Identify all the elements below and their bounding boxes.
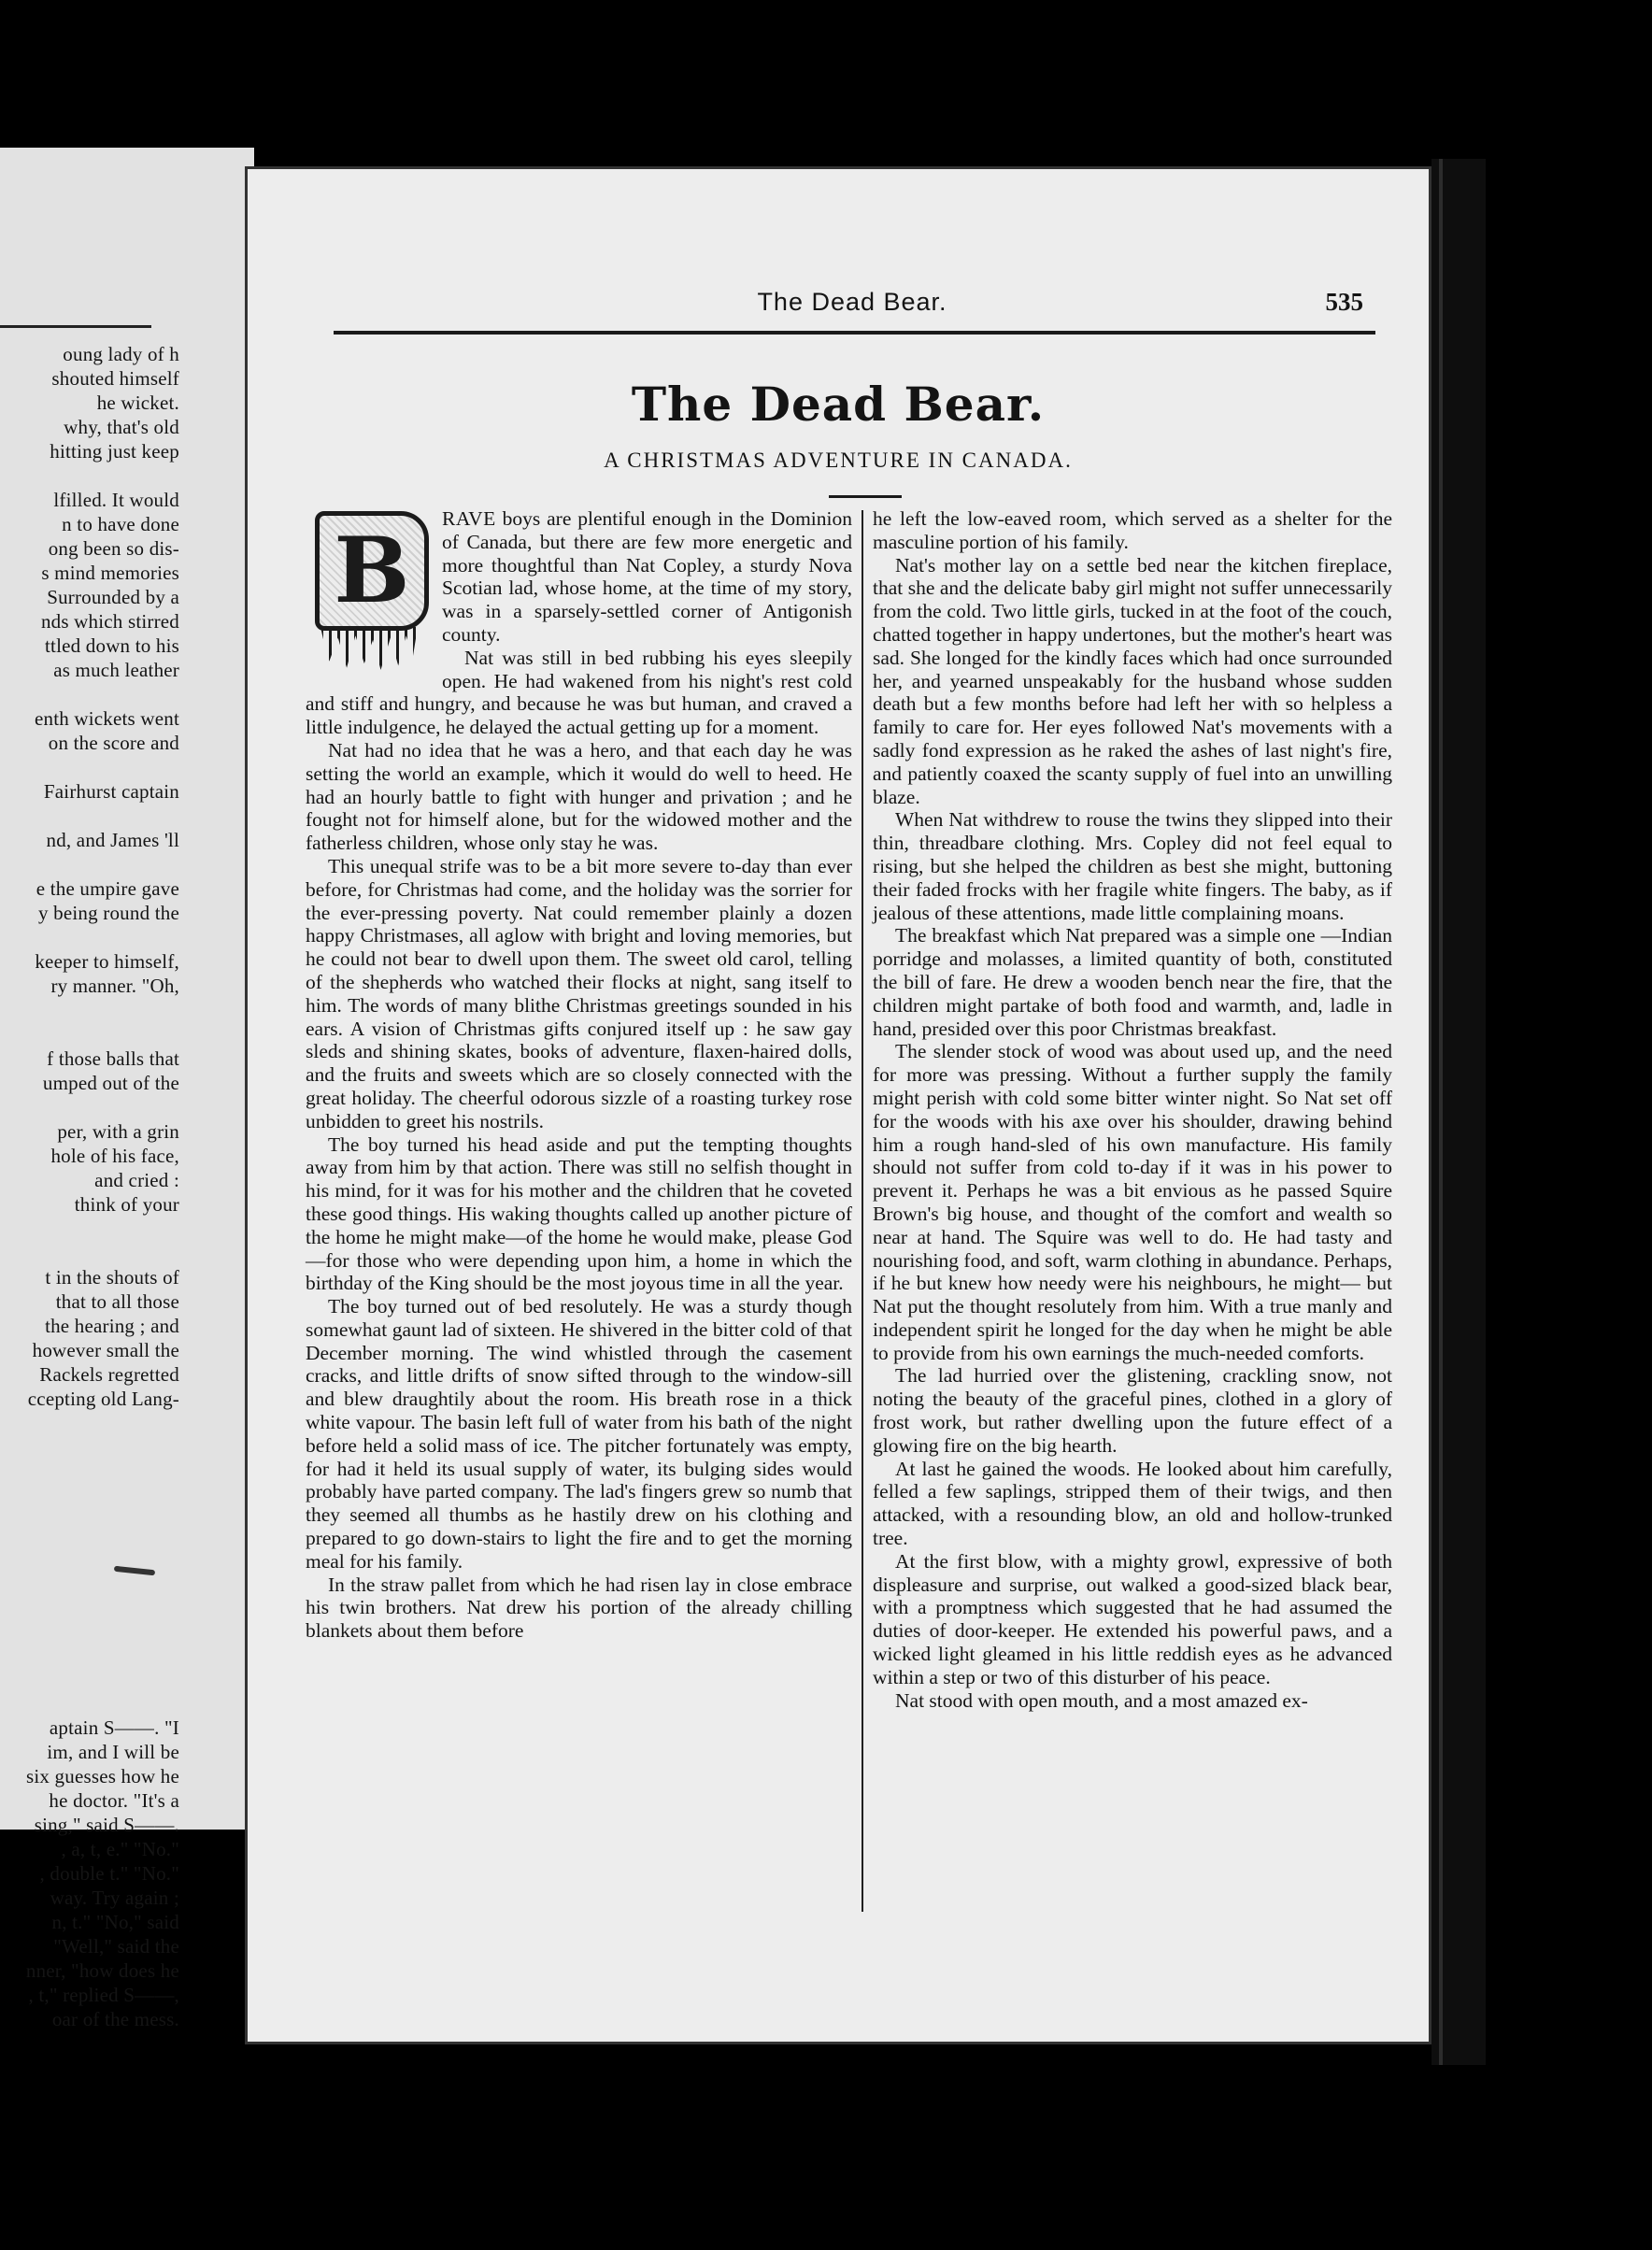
text-line: per, with a grin	[57, 1120, 179, 1143]
paragraph	[306, 507, 852, 647]
text-line: ong been so dis-	[48, 537, 179, 560]
paragraph-text: boys are plentiful enough in the Dominion of Canada, but there are few more energetic and more thoughtful than Nat Copley, a sturdy Nova Scotian lad, whose home, at the time of my story, was in a sparsely-settled corner of Antigonish county.	[442, 507, 852, 646]
text-line: Fairhurst captain	[43, 780, 179, 803]
paragraph: Nat had no idea that he was a hero, and that each day he was setting the world an example, which it would do well to heed. He had an hourly battle to fight with hunger and privation ; and he fought not for himself alone, but for the widowed mother and the fatherless children, whose only stay he was.	[306, 738, 852, 855]
drop-cap-letter: B	[315, 511, 429, 631]
text-line: Rackels regretted	[39, 1363, 179, 1386]
paragraph: Nat was still in bed rubbing his eyes sleepily open. He had wakened from his night's rest cold and stiff and hungry, and because he was but human, and craved a little indulgence, he delayed the actual getting up for a moment.	[306, 646, 852, 739]
text-line: ttled down to his	[45, 634, 179, 657]
text-line: f those balls that	[47, 1047, 179, 1070]
section-ornament	[114, 1566, 155, 1576]
text-line: oar of the mess.	[51, 2008, 179, 2030]
left-column	[306, 507, 852, 1643]
paragraph: The lad hurried over the glistening, crackling snow, not noting the beauty of the graceful pines, clothed in a glory of frost work, but rather dwelling upon the future effect of a glowing fire on the big hearth.	[873, 1364, 1392, 1457]
text-line: as much leather	[53, 659, 179, 681]
page-number: 535	[1325, 288, 1363, 316]
text-line: that to all those	[55, 1290, 179, 1313]
previous-page-fragment	[0, 148, 254, 2030]
paragraph: In the straw pallet from which he had risen lay in close embrace his twin brothers. Nat drew his portion of the already chilling blankets about them before	[306, 1573, 852, 1643]
text-line: he wicket.	[96, 392, 179, 414]
text-line: on the score and	[48, 732, 179, 754]
text-line: Surrounded by a	[47, 586, 179, 608]
section-rule	[0, 325, 151, 328]
paragraph: When Nat withdrew to rouse the twins they slipped into their thin, threadbare clothing. Mrs. Copley did not feel equal to rising, but she helped the children as best she might, buttoning their faded frocks with her fragile white fingers. The baby, as if jealous of these attentions, made little complaining moans.	[873, 808, 1392, 924]
book-page	[245, 166, 1431, 2044]
text-line: umped out of the	[42, 1072, 179, 1094]
text-line: way. Try again ;	[50, 1887, 179, 1909]
text-line: im, and I will be	[47, 1741, 179, 1763]
paragraph: The boy turned out of bed resolutely. He was a sturdy though somewhat gaunt lad of sixteen. He shivered in the bitter cold of that December morning. The wind whistled through the casement cracks, and little drifts of snow sifted through to the window-sill and blew draughtily about the room. His breath rose in a thick white vapour. The basin left full of water from his bath of the night before held a solid mass of ice. The pitcher fortunately was empty, for had it held its usual supply of water, its bulging sides would probably have parted company. The lad's fingers grew so numb that they seemed all thumbs as he hastily drew on his clothing and prepared to go down-stairs to light the fire and to get the morning meal for his family.	[306, 1295, 852, 1573]
text-line: keeper to himself,	[35, 950, 179, 973]
header-rule	[334, 331, 1375, 335]
text-line: enth wickets went	[34, 707, 179, 730]
text-line: y being round the	[38, 902, 179, 924]
text-line: n, t." "No," said	[51, 1911, 179, 1933]
paragraph: The boy turned his head aside and put the tempting thoughts away from him by that action. There was still no selfish thought in his mind, for it was for his mother and the children that he coveted these good things. His waking thoughts called up another picture of the home he might make—of the home he would make, please God—for those who were depending upon him, a home in which the birthday of the King should be the most joyous time in all the year.	[306, 1132, 852, 1295]
text-line: e the umpire gave	[36, 877, 179, 900]
article-subtitle: A CHRISTMAS ADVENTURE IN CANADA.	[604, 449, 1073, 472]
paragraph: At the first blow, with a mighty growl, expressive of both displeasure and surprise, out walked a good-sized black bear, with a promptness which suggested that he had assumed the duties of door-keeper. He extended his powerful paws, and a wicked light gleamed in his little reddish eyes as he advanced within a step or two of this disturber of his peace.	[873, 1549, 1392, 1688]
paragraph: Nat's mother lay on a settle bed near the kitchen fireplace, that she and the delicate baby girl might not suffer unnecessarily from the cold. Two little girls, tucked in at the foot of the couch, chatted together in happy undertones, but the mother's heart was sad. She longed for the kindly faces which had once surrounded her, and yearned unspeakably for the husband whose sudden death but a few months before had left her with so helpless a family to care for. Her eyes followed Nat's movements with a sadly fond expression as he raked the ashes of last night's fire, and patiently coaxed the scanty supply of fuel into an unwilling blaze.	[873, 553, 1392, 808]
paragraph: The breakfast which Nat prepared was a simple one —Indian porridge and molasses, a limited quantity of both, constituted the bill of fare. He drew a wooden bench near the fire, that the children might partake of both food and warmth, and, ladle in hand, presided over this poor Christmas breakfast.	[873, 924, 1392, 1040]
text-line: , t," replied S——,	[28, 1984, 179, 2006]
text-line: however small the	[32, 1339, 179, 1361]
drop-cap-ornament	[306, 511, 429, 670]
text-line: six guesses how he	[25, 1765, 179, 1787]
icicle-decoration	[320, 627, 418, 670]
text-line: nner, "how does he	[25, 1959, 179, 1982]
text-line: why, that's old	[64, 416, 179, 438]
paragraph: he left the low-eaved room, which served as a shelter for the masculine portion of his family.	[873, 507, 1392, 553]
text-line: and cried :	[94, 1169, 179, 1191]
paragraph: The slender stock of wood was about used up, and the need for more was pressing. Without a further supply the family might perish with cold some bitter winter night. So Nat set off for the woods with his axe over his shoulder, drawing behind him a rough hand-sled of his own manufacture. His family should not suffer from cold to-day if it was in his power to prevent it. Perhaps he was a bit envious as he passed Squire Brown's big house, and thought of the comfort and wealth so near at hand. The Squire was well to do. He had tasty and nourishing food, and soft, warm clothing in abundance. Perhaps, if he but knew how needy were his neighbours, he might— but Nat put the thought resolutely from him. With a true manly and independent spirit he longed for the day when he might be able to provide from his own earnings the much-needed comforts.	[873, 1040, 1392, 1364]
text-line: nd, and James 'll	[46, 829, 179, 851]
text-line: t in the shouts of	[45, 1266, 179, 1289]
text-line: think of your	[74, 1193, 179, 1216]
text-line: "Well," said the	[53, 1935, 179, 1958]
running-head	[334, 288, 1371, 325]
text-line: nds which stirred	[40, 610, 179, 633]
right-column	[873, 507, 1392, 1712]
text-line: n to have done	[62, 513, 179, 535]
text-line: the hearing ; and	[45, 1315, 179, 1337]
column-rule	[862, 510, 863, 1912]
text-line: shouted himself	[51, 367, 179, 390]
text-line: , double t." "No."	[39, 1862, 179, 1885]
text-line: s mind memories	[41, 562, 179, 584]
text-line: he doctor. "It's a	[49, 1789, 179, 1812]
paragraph: Nat stood with open mouth, and a most amazed ex-	[895, 1688, 1308, 1712]
title-rule	[829, 495, 902, 498]
text-line: hole of his face,	[50, 1145, 179, 1167]
text-line: ccepting old Lang-	[27, 1388, 179, 1410]
text-line: , a, t, e." "No."	[61, 1838, 179, 1860]
first-word: RAVE	[442, 507, 496, 530]
text-line: ry manner. "Oh,	[50, 975, 179, 997]
text-line: sing," said S——.	[34, 1814, 179, 1836]
running-title: The Dead Bear.	[757, 288, 947, 316]
article-title: The Dead Bear.	[631, 377, 1046, 432]
text-line: hitting just keep	[50, 440, 179, 463]
text-line: aptain S——. "I	[49, 1716, 179, 1739]
book-edge	[1431, 159, 1486, 2065]
paragraph: At last he gained the woods. He looked about him carefully, felled a few saplings, stripped them of their twigs, and then attacked, with a resounding blow, an old and hollow-trunked tree.	[873, 1457, 1392, 1550]
text-line: oung lady of h	[63, 343, 179, 365]
text-line: lfilled. It would	[53, 489, 179, 511]
paragraph: This unequal strife was to be a bit more severe to-day than ever before, for Christmas had come, and the holiday was the sorrier for the ever-pressing poverty. Nat could remember plainly a dozen happy Christmases, all aglow with bright and loving memories, but he could not bear to dwell upon them. The sweet old carol, telling of the shepherds who watched their flocks at night, sang itself to him. The words of many blithe Christmas greetings sounded in his ears. A vision of Christmas gifts conjured itself up : he saw gay sleds and shining skates, books of adventure, flaxen-haired dolls, and the fruits and sweets which are so closely connected with the great holiday. The cheerful odorous sizzle of a roasting turkey rose unbidden to greet his nostrils.	[306, 854, 852, 1132]
